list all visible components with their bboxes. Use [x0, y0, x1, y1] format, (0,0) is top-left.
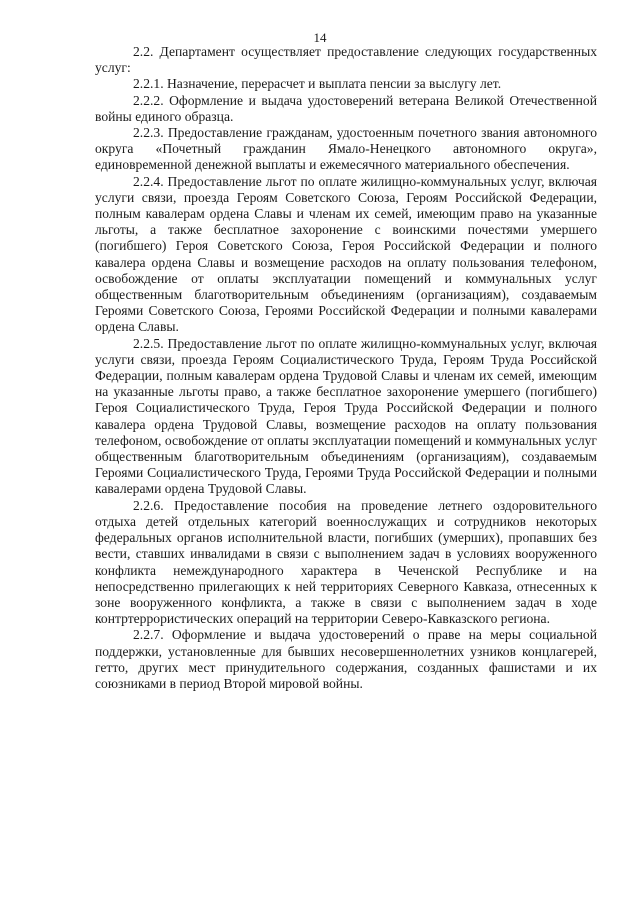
document-body — [95, 44, 597, 692]
paragraph-2-2-3: 2.2.3. Предоставление гражданам, удостоенным почетного звания автономного округа «Почетный гражданин Ямало-Ненецкого автономного округа», единовременной денежной выплаты и ежемесячного материального обеспечения. — [95, 125, 597, 173]
paragraph-2-2-1: 2.2.1. Назначение, перерасчет и выплата пенсии за выслугу лет. — [133, 76, 502, 92]
paragraph-2-2-6: 2.2.6. Предоставление пособия на проведение летнего оздоровительного отдыха детей отдельных категорий военнослужащих и сотрудников некоторых федеральных органов исполнительной власти, погибших (умерших), пропавших без вести, ставших инвалидами в связи с выполнением задач в условиях вооруженного конфликта немеждународного характера в Чеченской Республике и на непосредственно прилегающих к ней территориях Северного Кавказа, отнесенных к зоне вооруженного конфликта, а также в связи с выполнением задач в ходе контртеррористических операций на территории Северо-Кавказского региона. — [95, 497, 597, 627]
paragraph-2-2-7: 2.2.7. Оформление и выдача удостоверений о праве на меры социальной поддержки, установленные для бывших несовершеннолетних узников концлагерей, гетто, других мест принудительного содержания, созданных фашистами и их союзниками в период Второй мировой войны. — [95, 627, 597, 691]
paragraph-2-2: 2.2. Департамент осуществляет предоставление следующих государственных услуг: — [95, 44, 597, 76]
paragraph-2-2-5: 2.2.5. Предоставление льгот по оплате жилищно-коммунальных услуг, включая услуги связи, проезда Героям Социалистического Труда, Героям Труда Российской Федерации, полным кавалерам ордена Трудовой Славы и членам их семей, имеющим на указанные льготы право, а также бесплатное захоронение умершего (погибшего) Героя Социалистического Труда, Героя Труда Российской Федерации и полного кавалера ордена Трудовой Славы, возмещение расходов на оплату пользования телефоном, освобождение от оплаты эксплуатации помещений и коммунальных услуг общественным благотворительным объединениям (организациям), создаваемым Героями Социалистического Труда, Героями Труда Российской Федерации и полными кавалерами ордена Трудовой Славы. — [95, 335, 597, 497]
paragraph-2-2-2: 2.2.2. Оформление и выдача удостоверений ветерана Великой Отечественной войны единого образца. — [95, 92, 597, 124]
page-number: 14 — [313, 30, 327, 45]
paragraph-2-2-4: 2.2.4. Предоставление льгот по оплате жилищно-коммунальных услуг, включая услуги связи, проезда Героям Советского Союза, Героям Российской Федерации, полным кавалерам ордена Славы и членам их семей, имеющим право на указанные льготы, а также бесплатное захоронение с воинскими почестями умершего (погибшего) Героя Советского Союза, Героя Российской Федерации и полного кавалера ордена Славы и возмещение расходов на оплату пользования телефоном, освобождение от оплаты эксплуатации помещений и коммунальных услуг общественным благотворительным объединениям (организациям), создаваемым Героями Советского Союза, Героями Российской Федерации и полными кавалерами ордена Славы. — [95, 173, 597, 335]
